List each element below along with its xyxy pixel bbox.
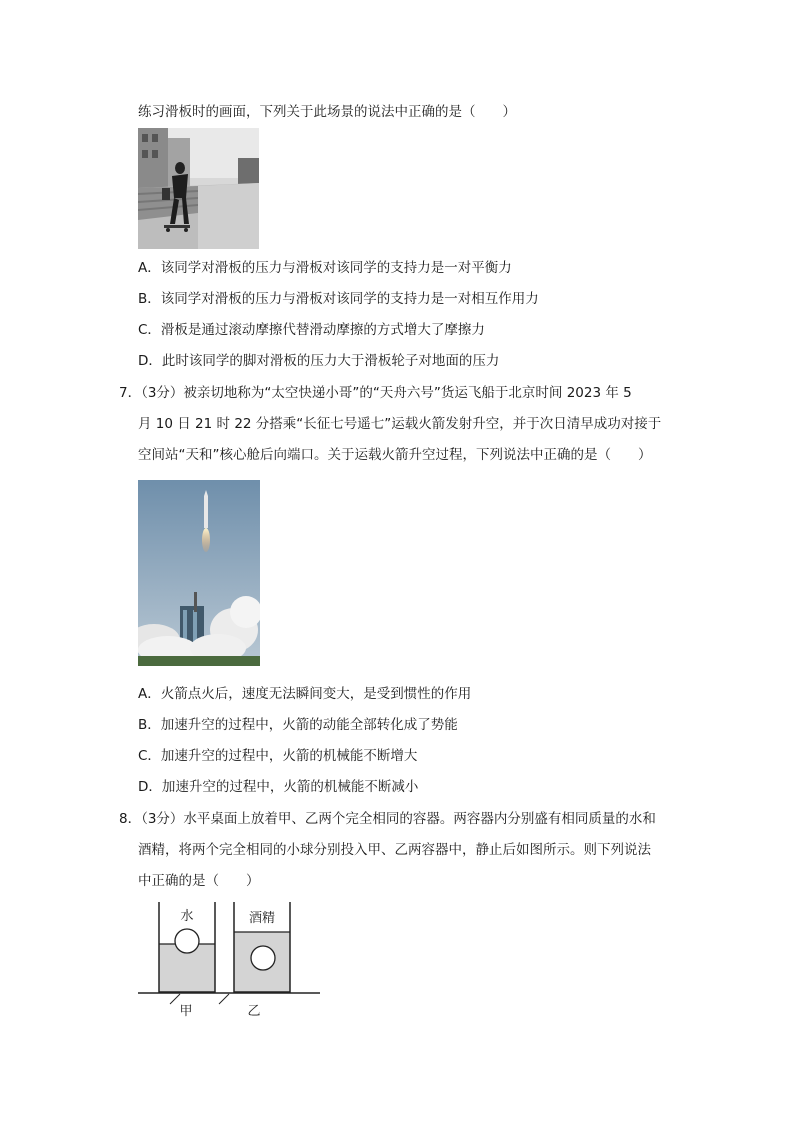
q8-stem-line-3: 中正确的是（ ）: [138, 873, 260, 889]
q7-option-a: A．火箭点火后，速度无法瞬间变大，是受到惯性的作用: [138, 686, 472, 702]
q6-stem: 练习滑板时的画面，下列关于此场景的说法中正确的是（ ）: [138, 104, 516, 120]
q7-option-d: D．加速升空的过程中，火箭的机械能不断减小: [138, 779, 419, 795]
rocket-launch-illustration: [138, 480, 260, 666]
q8-stem-line-2: 酒精，将两个完全相同的小球分别投入甲、乙两容器中，静止后如图所示。则下列说法: [138, 842, 651, 858]
containers-diagram: [136, 898, 322, 1020]
skateboard-photo: [138, 128, 259, 249]
q6-option-d: D．此时该同学的脚对滑板的压力大于滑板轮子对地面的压力: [138, 353, 500, 369]
label-jia: 甲: [179, 1004, 193, 1019]
containers-diagram-svg: [136, 898, 322, 1020]
q8-stem-line-1: 8．（3分）水平桌面上放着甲、乙两个完全相同的容器。两容器内分别盛有相同质量的水和: [119, 811, 656, 827]
q6-option-a: A．该同学对滑板的压力与滑板对该同学的支持力是一对平衡力: [138, 260, 512, 276]
label-water: 水: [180, 909, 194, 924]
q7-stem-line-2: 月 10 日 21 时 22 分搭乘“长征七号遥七”运载火箭发射升空，并于次日清早成功对接于: [138, 416, 662, 432]
rocket-launch-photo: [138, 480, 260, 666]
q6-option-c: C．滑板是通过滚动摩擦代替滑动摩擦的方式增大了摩擦力: [138, 322, 485, 338]
skateboard-photo-illustration: [138, 128, 259, 249]
q7-option-b: B．加速升空的过程中，火箭的动能全部转化成了势能: [138, 717, 458, 733]
q6-option-b: B．该同学对滑板的压力与滑板对该同学的支持力是一对相互作用力: [138, 291, 539, 307]
q7-option-c: C．加速升空的过程中，火箭的机械能不断增大: [138, 748, 418, 764]
ball-in-water: [175, 929, 199, 953]
ball-in-alcohol: [251, 946, 275, 970]
label-alcohol: 酒精: [248, 911, 276, 926]
label-yi: 乙: [247, 1004, 261, 1019]
q7-stem-line-1: 7．（3分）被亲切地称为“太空快递小哥”的“天舟六号”货运飞船于北京时间 2023 年 5: [119, 385, 632, 401]
q7-stem-line-3: 空间站“天和”核心舱后向端口。关于运载火箭升空过程，下列说法中正确的是（ ）: [138, 447, 652, 463]
